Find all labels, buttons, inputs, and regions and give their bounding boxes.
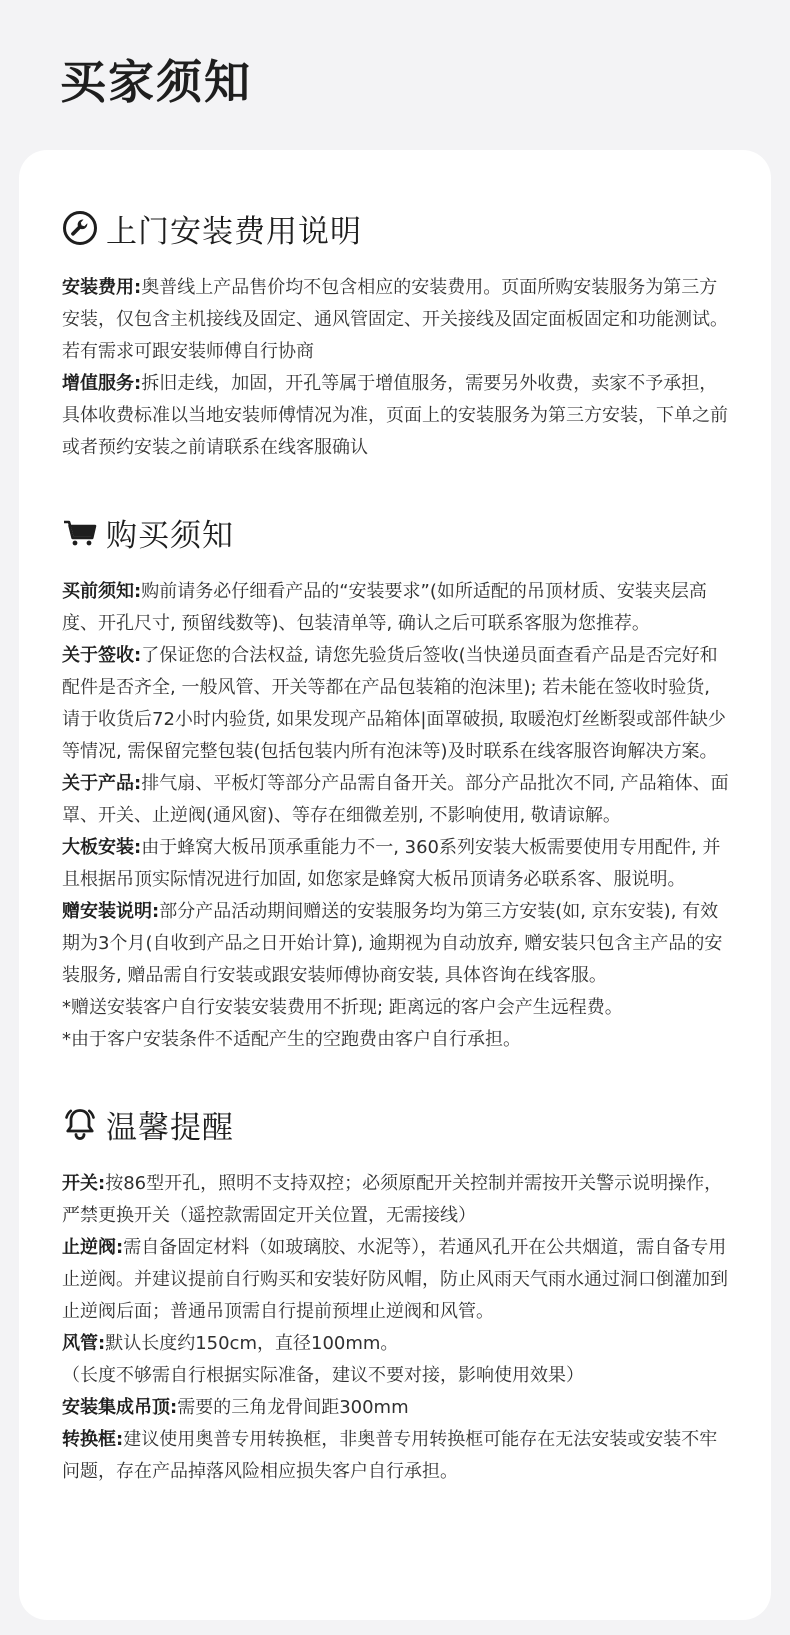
- notice-item: [62, 1424, 731, 1488]
- notice-item: [62, 896, 731, 992]
- item-text: *由于客户安装条件不适配产生的空跑费由客户自行承担。: [62, 1029, 521, 1050]
- section-title: 上门安装费用说明: [106, 213, 362, 250]
- section-title: 购买须知: [106, 517, 234, 554]
- notice-item: [62, 272, 731, 368]
- item-label: 安装集成吊顶:: [62, 1397, 178, 1418]
- item-label: 风管:: [62, 1333, 106, 1354]
- item-text: 需要的三角龙骨间距300mm: [177, 1397, 409, 1418]
- section-reminders: [62, 1104, 731, 1488]
- item-text: 奥普线上产品售价均不包含相应的安装费用。页面所购安装服务为第三方安装，仅包含主机接线及固定、通风管固定、开关接线及固定面板固定和功能测试。若有需求可跟安装师傅自行协商: [62, 277, 728, 362]
- item-text: 排气扇、平板灯等部分产品需自备开关。部分产品批次不同, 产品箱体、面罩、开关、止逆阀(通风窗)、等存在细微差别, 不影响使用, 敬请谅解。: [62, 773, 729, 826]
- item-text: 部分产品活动期间赠送的安装服务均为第三方安装(如, 京东安装), 有效期为3个月(自收到产品之日开始计算), 逾期视为自动放弃, 赠安装只包含主产品的安装服务, 赠品需自行安装或跟安装师傅协商安装, 具体咨询在线客服。: [62, 901, 723, 986]
- item-text: *赠送安装客户自行安装安装费用不折现; 距离远的客户会产生远程费。: [62, 997, 623, 1018]
- item-label: 止逆阀:: [62, 1237, 124, 1258]
- page-title: 买家须知: [60, 55, 252, 109]
- section-header: [62, 1104, 731, 1144]
- section-header: [62, 208, 731, 248]
- item-label: 关于产品:: [62, 773, 142, 794]
- item-label: 赠安装说明:: [62, 901, 160, 922]
- item-text: 按86型开孔，照明不支持双控；必须原配开关控制并需按开关警示说明操作，严禁更换开关（遥控款需固定开关位置，无需接线）: [62, 1173, 723, 1226]
- notice-footnote: [62, 1360, 731, 1392]
- notice-item: [62, 1328, 731, 1360]
- notice-footnote: [62, 1024, 731, 1056]
- notice-item: [62, 1168, 731, 1232]
- item-text: 了保证您的合法权益, 请您先验货后签收(当快递员面查看产品是否完好和配件是否齐全, 一般风管、开关等都在产品包装箱的泡沫里); 若未能在签收时验货, 请于收货后72小时内验货, 如果发现产品箱体|面罩破损, 取暖泡灯丝断裂或部件缺少等情况, 需保留完整包装(包括包装内所有泡沫等)及时联系在线客服咨询解决方案。: [62, 645, 726, 762]
- item-text: 默认长度约150cm，直径100mm。: [105, 1333, 399, 1354]
- item-label: 安装费用:: [62, 277, 142, 298]
- item-label: 转换框:: [62, 1429, 124, 1450]
- item-label: 买前须知:: [62, 581, 142, 602]
- item-text: 拆旧走线，加固，开孔等属于增值服务，需要另外收费，卖家不予承担，具体收费标准以当地安装师傅情况为准，页面上的安装服务为第三方安装，下单之前或者预约安装之前请联系在线客服确认: [62, 373, 728, 458]
- item-label: 增值服务:: [62, 373, 142, 394]
- item-text: 需自备固定材料（如玻璃胶、水泥等），若通风孔开在公共烟道，需自备专用止逆阀。并建议提前自行购买和安装好防风帽，防止风雨天气雨水通过洞口倒灌加到止逆阀后面；普通吊顶需自行提前预埋止逆阀和风管。: [62, 1237, 728, 1322]
- notice-footnote: [62, 992, 731, 1024]
- section-header: [62, 512, 731, 552]
- section-title: 温馨提醒: [106, 1109, 234, 1146]
- section-purchase-notes: [62, 512, 731, 1056]
- notice-item: [62, 576, 731, 640]
- notice-item: [62, 640, 731, 768]
- item-label: 大板安装:: [62, 837, 142, 858]
- item-label: 关于签收:: [62, 645, 142, 666]
- bell-icon: [62, 1106, 98, 1142]
- item-text: （长度不够需自行根据实际准备，建议不要对接，影响使用效果）: [62, 1365, 584, 1386]
- item-text: 购前请务必仔细看产品的“安装要求”(如所适配的吊顶材质、安装夹层高度、开孔尺寸, 预留线数等)、包装清单等, 确认之后可联系客服为您推荐。: [62, 581, 707, 634]
- notice-item: [62, 368, 731, 464]
- wrench-icon: [62, 210, 98, 246]
- notice-item: [62, 768, 731, 832]
- item-label: 开关:: [62, 1173, 106, 1194]
- notice-item: [62, 832, 731, 896]
- item-text: 建议使用奥普专用转换框，非奥普专用转换框可能存在无法安装或安装不牢问题，存在产品掉落风险相应损失客户自行承担。: [62, 1429, 718, 1482]
- item-text: 由于蜂窝大板吊顶承重能力不一, 360系列安装大板需要使用专用配件, 并且根据吊顶实际情况进行加固, 如您家是蜂窝大板吊顶请务必联系客、服说明。: [62, 837, 721, 890]
- cart-icon: [62, 514, 98, 550]
- notice-item: [62, 1232, 731, 1328]
- notice-card: [19, 150, 771, 1620]
- notice-item: [62, 1392, 731, 1424]
- section-installation-fees: [62, 208, 731, 464]
